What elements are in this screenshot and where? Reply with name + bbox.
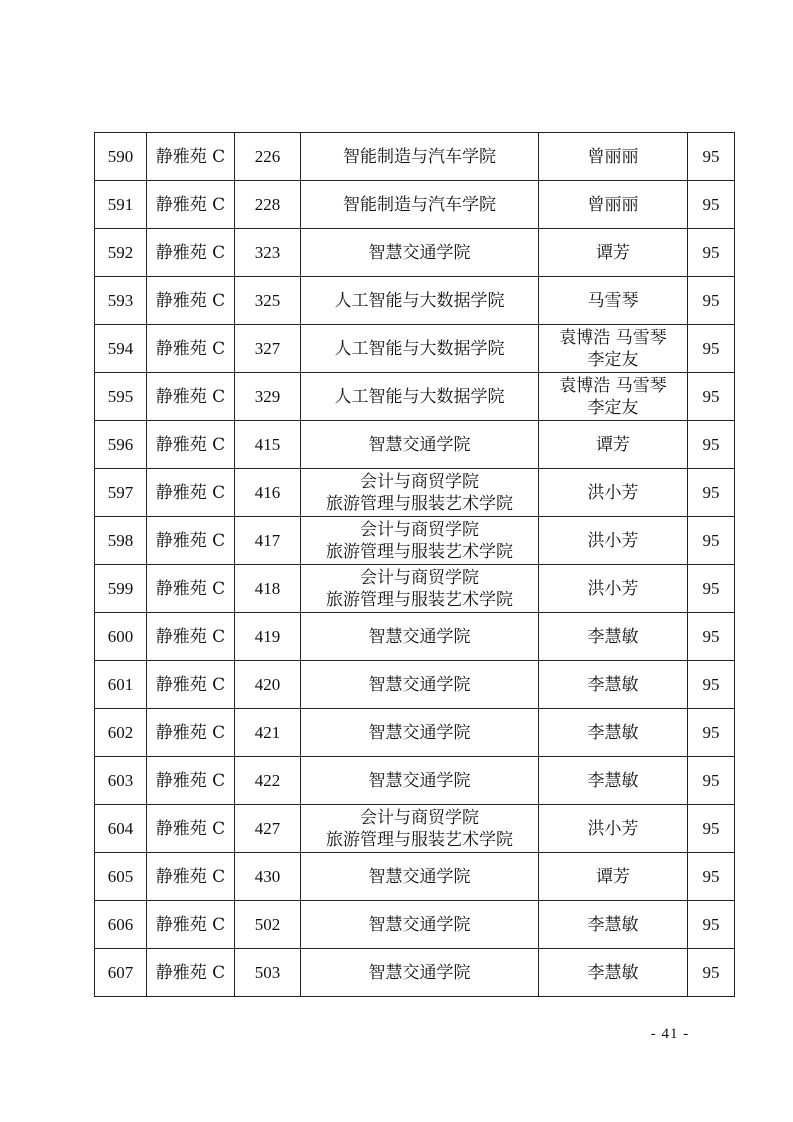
building-cell: 静雅苑 C xyxy=(147,373,235,421)
person-cell xyxy=(539,949,688,997)
table-row xyxy=(95,709,735,757)
college-line: 智慧交通学院 xyxy=(368,434,471,455)
college-cell xyxy=(301,181,539,229)
room-number-cell: 419 xyxy=(235,613,301,661)
person-cell xyxy=(539,757,688,805)
college-cell xyxy=(301,565,539,613)
room-number-cell: 416 xyxy=(235,469,301,517)
row-number-cell: 591 xyxy=(95,181,147,229)
table-row xyxy=(95,757,735,805)
college-line: 旅游管理与服装艺术学院 xyxy=(326,493,513,514)
score-cell: 95 xyxy=(688,133,735,181)
row-number-cell: 603 xyxy=(95,757,147,805)
building-cell: 静雅苑 C xyxy=(147,229,235,277)
college-line: 智慧交通学院 xyxy=(368,770,471,791)
person-line: 谭芳 xyxy=(596,434,630,455)
person-cell xyxy=(539,421,688,469)
college-cell xyxy=(301,805,539,853)
college-line: 会计与商贸学院 xyxy=(360,807,479,828)
score-cell: 95 xyxy=(688,229,735,277)
person-line: 洪小芳 xyxy=(587,818,639,839)
person-cell xyxy=(539,373,688,421)
table-row xyxy=(95,229,735,277)
table-row xyxy=(95,325,735,373)
room-number-cell: 417 xyxy=(235,517,301,565)
score-cell: 95 xyxy=(688,709,735,757)
score-cell: 95 xyxy=(688,517,735,565)
college-cell xyxy=(301,421,539,469)
score-cell: 95 xyxy=(688,613,735,661)
table-row xyxy=(95,565,735,613)
table-row xyxy=(95,277,735,325)
person-cell xyxy=(539,853,688,901)
person-line: 李慧敏 xyxy=(587,674,639,695)
person-line: 谭芳 xyxy=(596,866,630,887)
person-line: 李慧敏 xyxy=(587,626,639,647)
college-cell xyxy=(301,853,539,901)
room-number-cell: 421 xyxy=(235,709,301,757)
score-cell: 95 xyxy=(688,277,735,325)
college-cell xyxy=(301,949,539,997)
score-cell: 95 xyxy=(688,853,735,901)
room-number-cell: 415 xyxy=(235,421,301,469)
person-cell xyxy=(539,661,688,709)
score-cell: 95 xyxy=(688,421,735,469)
score-cell: 95 xyxy=(688,949,735,997)
building-cell: 静雅苑 C xyxy=(147,805,235,853)
room-number-cell: 422 xyxy=(235,757,301,805)
table-body xyxy=(95,133,735,997)
row-number-cell: 593 xyxy=(95,277,147,325)
score-cell: 95 xyxy=(688,565,735,613)
college-line: 智慧交通学院 xyxy=(368,626,471,647)
person-cell xyxy=(539,133,688,181)
person-line: 李慧敏 xyxy=(587,770,639,791)
score-cell: 95 xyxy=(688,661,735,709)
room-number-cell: 327 xyxy=(235,325,301,373)
building-cell: 静雅苑 C xyxy=(147,613,235,661)
person-cell xyxy=(539,613,688,661)
building-cell: 静雅苑 C xyxy=(147,661,235,709)
row-number-cell: 602 xyxy=(95,709,147,757)
college-cell xyxy=(301,901,539,949)
table-row xyxy=(95,805,735,853)
row-number-cell: 607 xyxy=(95,949,147,997)
college-cell xyxy=(301,325,539,373)
college-line: 旅游管理与服装艺术学院 xyxy=(326,541,513,562)
college-cell xyxy=(301,133,539,181)
person-cell xyxy=(539,277,688,325)
table-row xyxy=(95,517,735,565)
person-line: 曾丽丽 xyxy=(587,194,639,215)
college-line: 智慧交通学院 xyxy=(368,914,471,935)
building-cell: 静雅苑 C xyxy=(147,133,235,181)
building-cell: 静雅苑 C xyxy=(147,277,235,325)
person-line: 洪小芳 xyxy=(587,482,639,503)
person-cell xyxy=(539,229,688,277)
building-cell: 静雅苑 C xyxy=(147,949,235,997)
building-cell: 静雅苑 C xyxy=(147,565,235,613)
college-line: 会计与商贸学院 xyxy=(360,471,479,492)
college-line: 人工智能与大数据学院 xyxy=(334,386,505,407)
row-number-cell: 592 xyxy=(95,229,147,277)
row-number-cell: 596 xyxy=(95,421,147,469)
person-line: 曾丽丽 xyxy=(587,146,639,167)
row-number-cell: 590 xyxy=(95,133,147,181)
person-cell xyxy=(539,517,688,565)
row-number-cell: 600 xyxy=(95,613,147,661)
score-cell: 95 xyxy=(688,373,735,421)
person-line: 马雪琴 xyxy=(587,290,639,311)
college-line: 会计与商贸学院 xyxy=(360,519,479,540)
row-number-cell: 594 xyxy=(95,325,147,373)
person-line: 袁博浩 马雪琴 xyxy=(559,375,667,396)
college-cell xyxy=(301,373,539,421)
person-line: 洪小芳 xyxy=(587,530,639,551)
building-cell: 静雅苑 C xyxy=(147,901,235,949)
building-cell: 静雅苑 C xyxy=(147,757,235,805)
score-cell: 95 xyxy=(688,181,735,229)
table-row xyxy=(95,181,735,229)
table-row xyxy=(95,133,735,181)
college-cell xyxy=(301,613,539,661)
person-line: 袁博浩 马雪琴 xyxy=(559,327,667,348)
building-cell: 静雅苑 C xyxy=(147,325,235,373)
room-number-cell: 228 xyxy=(235,181,301,229)
score-cell: 95 xyxy=(688,757,735,805)
table-row xyxy=(95,373,735,421)
person-cell xyxy=(539,805,688,853)
college-line: 智慧交通学院 xyxy=(368,242,471,263)
college-cell xyxy=(301,661,539,709)
building-cell: 静雅苑 C xyxy=(147,181,235,229)
building-cell: 静雅苑 C xyxy=(147,709,235,757)
person-cell xyxy=(539,469,688,517)
person-cell xyxy=(539,565,688,613)
row-number-cell: 599 xyxy=(95,565,147,613)
table-row xyxy=(95,469,735,517)
score-cell: 95 xyxy=(688,805,735,853)
row-number-cell: 598 xyxy=(95,517,147,565)
room-number-cell: 418 xyxy=(235,565,301,613)
row-number-cell: 597 xyxy=(95,469,147,517)
row-number-cell: 606 xyxy=(95,901,147,949)
page-number: - 41 - xyxy=(650,1026,690,1042)
college-line: 旅游管理与服装艺术学院 xyxy=(326,829,513,850)
college-line: 会计与商贸学院 xyxy=(360,567,479,588)
person-cell xyxy=(539,709,688,757)
table-row xyxy=(95,853,735,901)
room-number-cell: 430 xyxy=(235,853,301,901)
person-line: 李慧敏 xyxy=(587,722,639,743)
row-number-cell: 605 xyxy=(95,853,147,901)
person-cell xyxy=(539,901,688,949)
row-number-cell: 601 xyxy=(95,661,147,709)
row-number-cell: 604 xyxy=(95,805,147,853)
college-line: 智能制造与汽车学院 xyxy=(343,146,496,167)
room-number-cell: 503 xyxy=(235,949,301,997)
room-number-cell: 427 xyxy=(235,805,301,853)
person-line: 谭芳 xyxy=(596,242,630,263)
row-number-cell: 595 xyxy=(95,373,147,421)
building-cell: 静雅苑 C xyxy=(147,517,235,565)
room-number-cell: 226 xyxy=(235,133,301,181)
building-cell: 静雅苑 C xyxy=(147,853,235,901)
person-cell xyxy=(539,325,688,373)
college-line: 智慧交通学院 xyxy=(368,674,471,695)
college-line: 旅游管理与服装艺术学院 xyxy=(326,589,513,610)
table-row xyxy=(95,661,735,709)
score-cell: 95 xyxy=(688,469,735,517)
room-number-cell: 325 xyxy=(235,277,301,325)
person-line: 李慧敏 xyxy=(587,914,639,935)
building-cell: 静雅苑 C xyxy=(147,469,235,517)
college-cell xyxy=(301,469,539,517)
college-line: 人工智能与大数据学院 xyxy=(334,290,505,311)
room-number-cell: 323 xyxy=(235,229,301,277)
person-line: 李慧敏 xyxy=(587,962,639,983)
person-line: 李定友 xyxy=(587,349,639,370)
score-cell: 95 xyxy=(688,901,735,949)
college-line: 智慧交通学院 xyxy=(368,722,471,743)
college-cell xyxy=(301,709,539,757)
college-cell xyxy=(301,757,539,805)
college-line: 智慧交通学院 xyxy=(368,962,471,983)
table-row xyxy=(95,949,735,997)
room-number-cell: 329 xyxy=(235,373,301,421)
dormitory-score-table xyxy=(94,132,735,997)
table-row xyxy=(95,901,735,949)
person-cell xyxy=(539,181,688,229)
person-line: 李定友 xyxy=(587,397,639,418)
college-line: 人工智能与大数据学院 xyxy=(334,338,505,359)
room-number-cell: 420 xyxy=(235,661,301,709)
college-cell xyxy=(301,229,539,277)
college-cell xyxy=(301,277,539,325)
table-row xyxy=(95,421,735,469)
score-cell: 95 xyxy=(688,325,735,373)
person-line: 洪小芳 xyxy=(587,578,639,599)
college-line: 智慧交通学院 xyxy=(368,866,471,887)
table-row xyxy=(95,613,735,661)
college-cell xyxy=(301,517,539,565)
college-line: 智能制造与汽车学院 xyxy=(343,194,496,215)
room-number-cell: 502 xyxy=(235,901,301,949)
building-cell: 静雅苑 C xyxy=(147,421,235,469)
